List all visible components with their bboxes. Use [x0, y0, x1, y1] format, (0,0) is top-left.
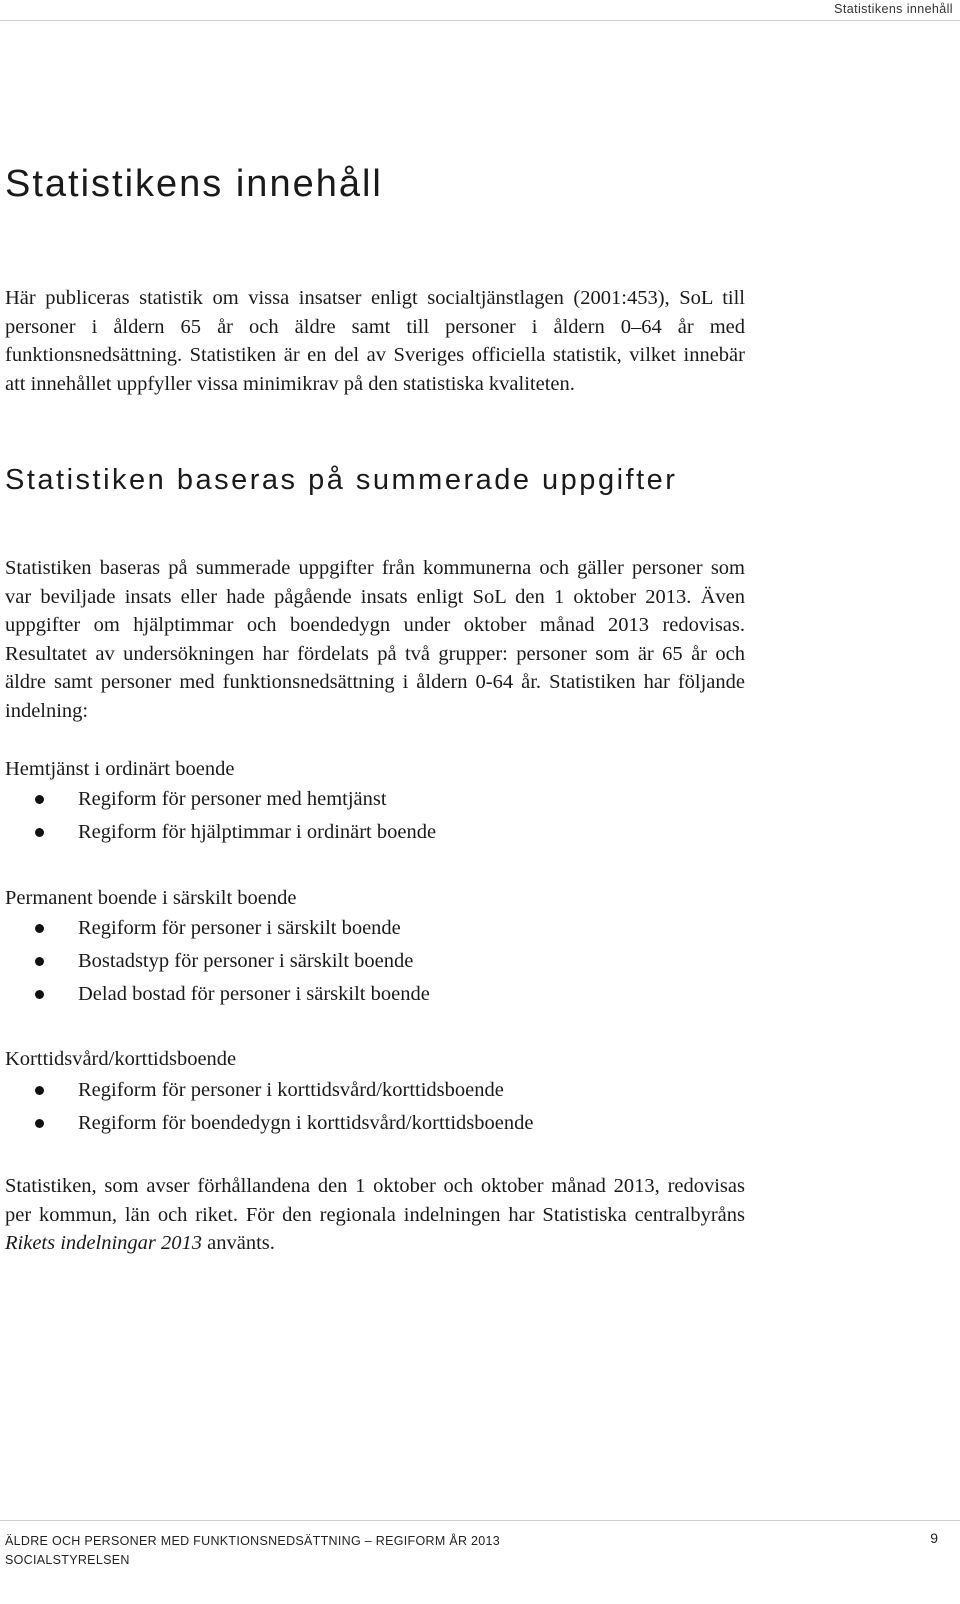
section-paragraph: Statistiken baseras på summerade uppgifter från kommunerna och gäller personer som var beviljade insats eller hade pågående insats enligt SoL den 1 oktober 2013. Även uppgifter om hjälptimmar och boendedygn under oktober månad 2013 redovisas. Resultatet av undersökningen har fördelats på två grupper: personer som är 65 år och äldre samt personer med funktionsnedsättning i åldern 0-64 år. Statistiken har följande indelning:	[5, 557, 745, 722]
bullet-icon	[35, 1119, 44, 1128]
list-item	[5, 1076, 533, 1109]
page-title: Statistikens innehåll	[5, 163, 383, 205]
closing-text-end: använts.	[202, 1232, 275, 1254]
list-permanent-boende	[5, 914, 430, 1013]
intro-paragraph: Här publiceras statistik om vissa insatser enligt socialtjänstlagen (2001:453), SoL till personer i åldern 65 år och äldre samt till personer i åldern 0–64 år med funktionsnedsättning. Statistiken är en del av Sveriges officiella statistik, vilket innebär att innehållet uppfyller vissa minimikrav på den statistiska kvaliteten.	[5, 287, 745, 395]
footer-publisher: SOCIALSTYRELSEN	[5, 1553, 130, 1567]
bullet-icon	[35, 924, 44, 933]
list-item-text: Bostadstyp för personer i särskilt boende	[78, 950, 414, 972]
list-item-text: Regiform för personer i korttidsvård/korttidsboende	[78, 1079, 504, 1101]
header-divider	[0, 20, 960, 21]
group-title-korttidsvard: Korttidsvård/korttidsboende	[5, 1048, 237, 1070]
closing-paragraph	[5, 1172, 745, 1258]
list-item-text: Delad bostad för personer i särskilt boende	[78, 983, 430, 1005]
running-header: Statistikens innehåll	[834, 2, 953, 16]
bullet-icon	[35, 1086, 44, 1095]
footer-report-title: ÄLDRE OCH PERSONER MED FUNKTIONSNEDSÄTTNING – REGIFORM ÅR 2013	[5, 1534, 501, 1548]
list-item-text: Regiform för personer med hemtjänst	[78, 788, 387, 810]
group-title-hemtjanst: Hemtjänst i ordinärt boende	[5, 758, 235, 780]
footer	[5, 1532, 500, 1570]
list-item	[5, 818, 436, 851]
list-item-text: Regiform för personer i särskilt boende	[78, 917, 401, 939]
bullet-icon	[35, 957, 44, 966]
list-item-text: Regiform för boendedygn i korttidsvård/korttidsboende	[78, 1112, 534, 1134]
group-title-permanent-boende: Permanent boende i särskilt boende	[5, 887, 297, 909]
list-item	[5, 947, 430, 980]
footer-divider	[0, 1520, 960, 1521]
source-reference: Rikets indelningar 2013	[5, 1232, 203, 1254]
list-item	[5, 914, 430, 947]
list-item	[5, 980, 430, 1013]
page-number: 9	[930, 1530, 938, 1546]
bullet-icon	[35, 795, 44, 804]
section-heading: Statistiken baseras på summerade uppgifter	[5, 464, 678, 496]
closing-text-start: Statistiken, som avser förhållandena den 1 oktober och oktober månad 2013, redovisas per kommun, län och riket. För den regionala indelningen har Statistiska centralbyråns	[5, 1175, 745, 1226]
list-item	[5, 785, 436, 818]
list-hemtjanst	[5, 785, 436, 851]
list-korttidsvard	[5, 1076, 533, 1142]
bullet-icon	[35, 990, 44, 999]
list-item-text: Regiform för hjälptimmar i ordinärt boende	[78, 821, 437, 843]
bullet-icon	[35, 828, 44, 837]
list-item	[5, 1109, 533, 1142]
